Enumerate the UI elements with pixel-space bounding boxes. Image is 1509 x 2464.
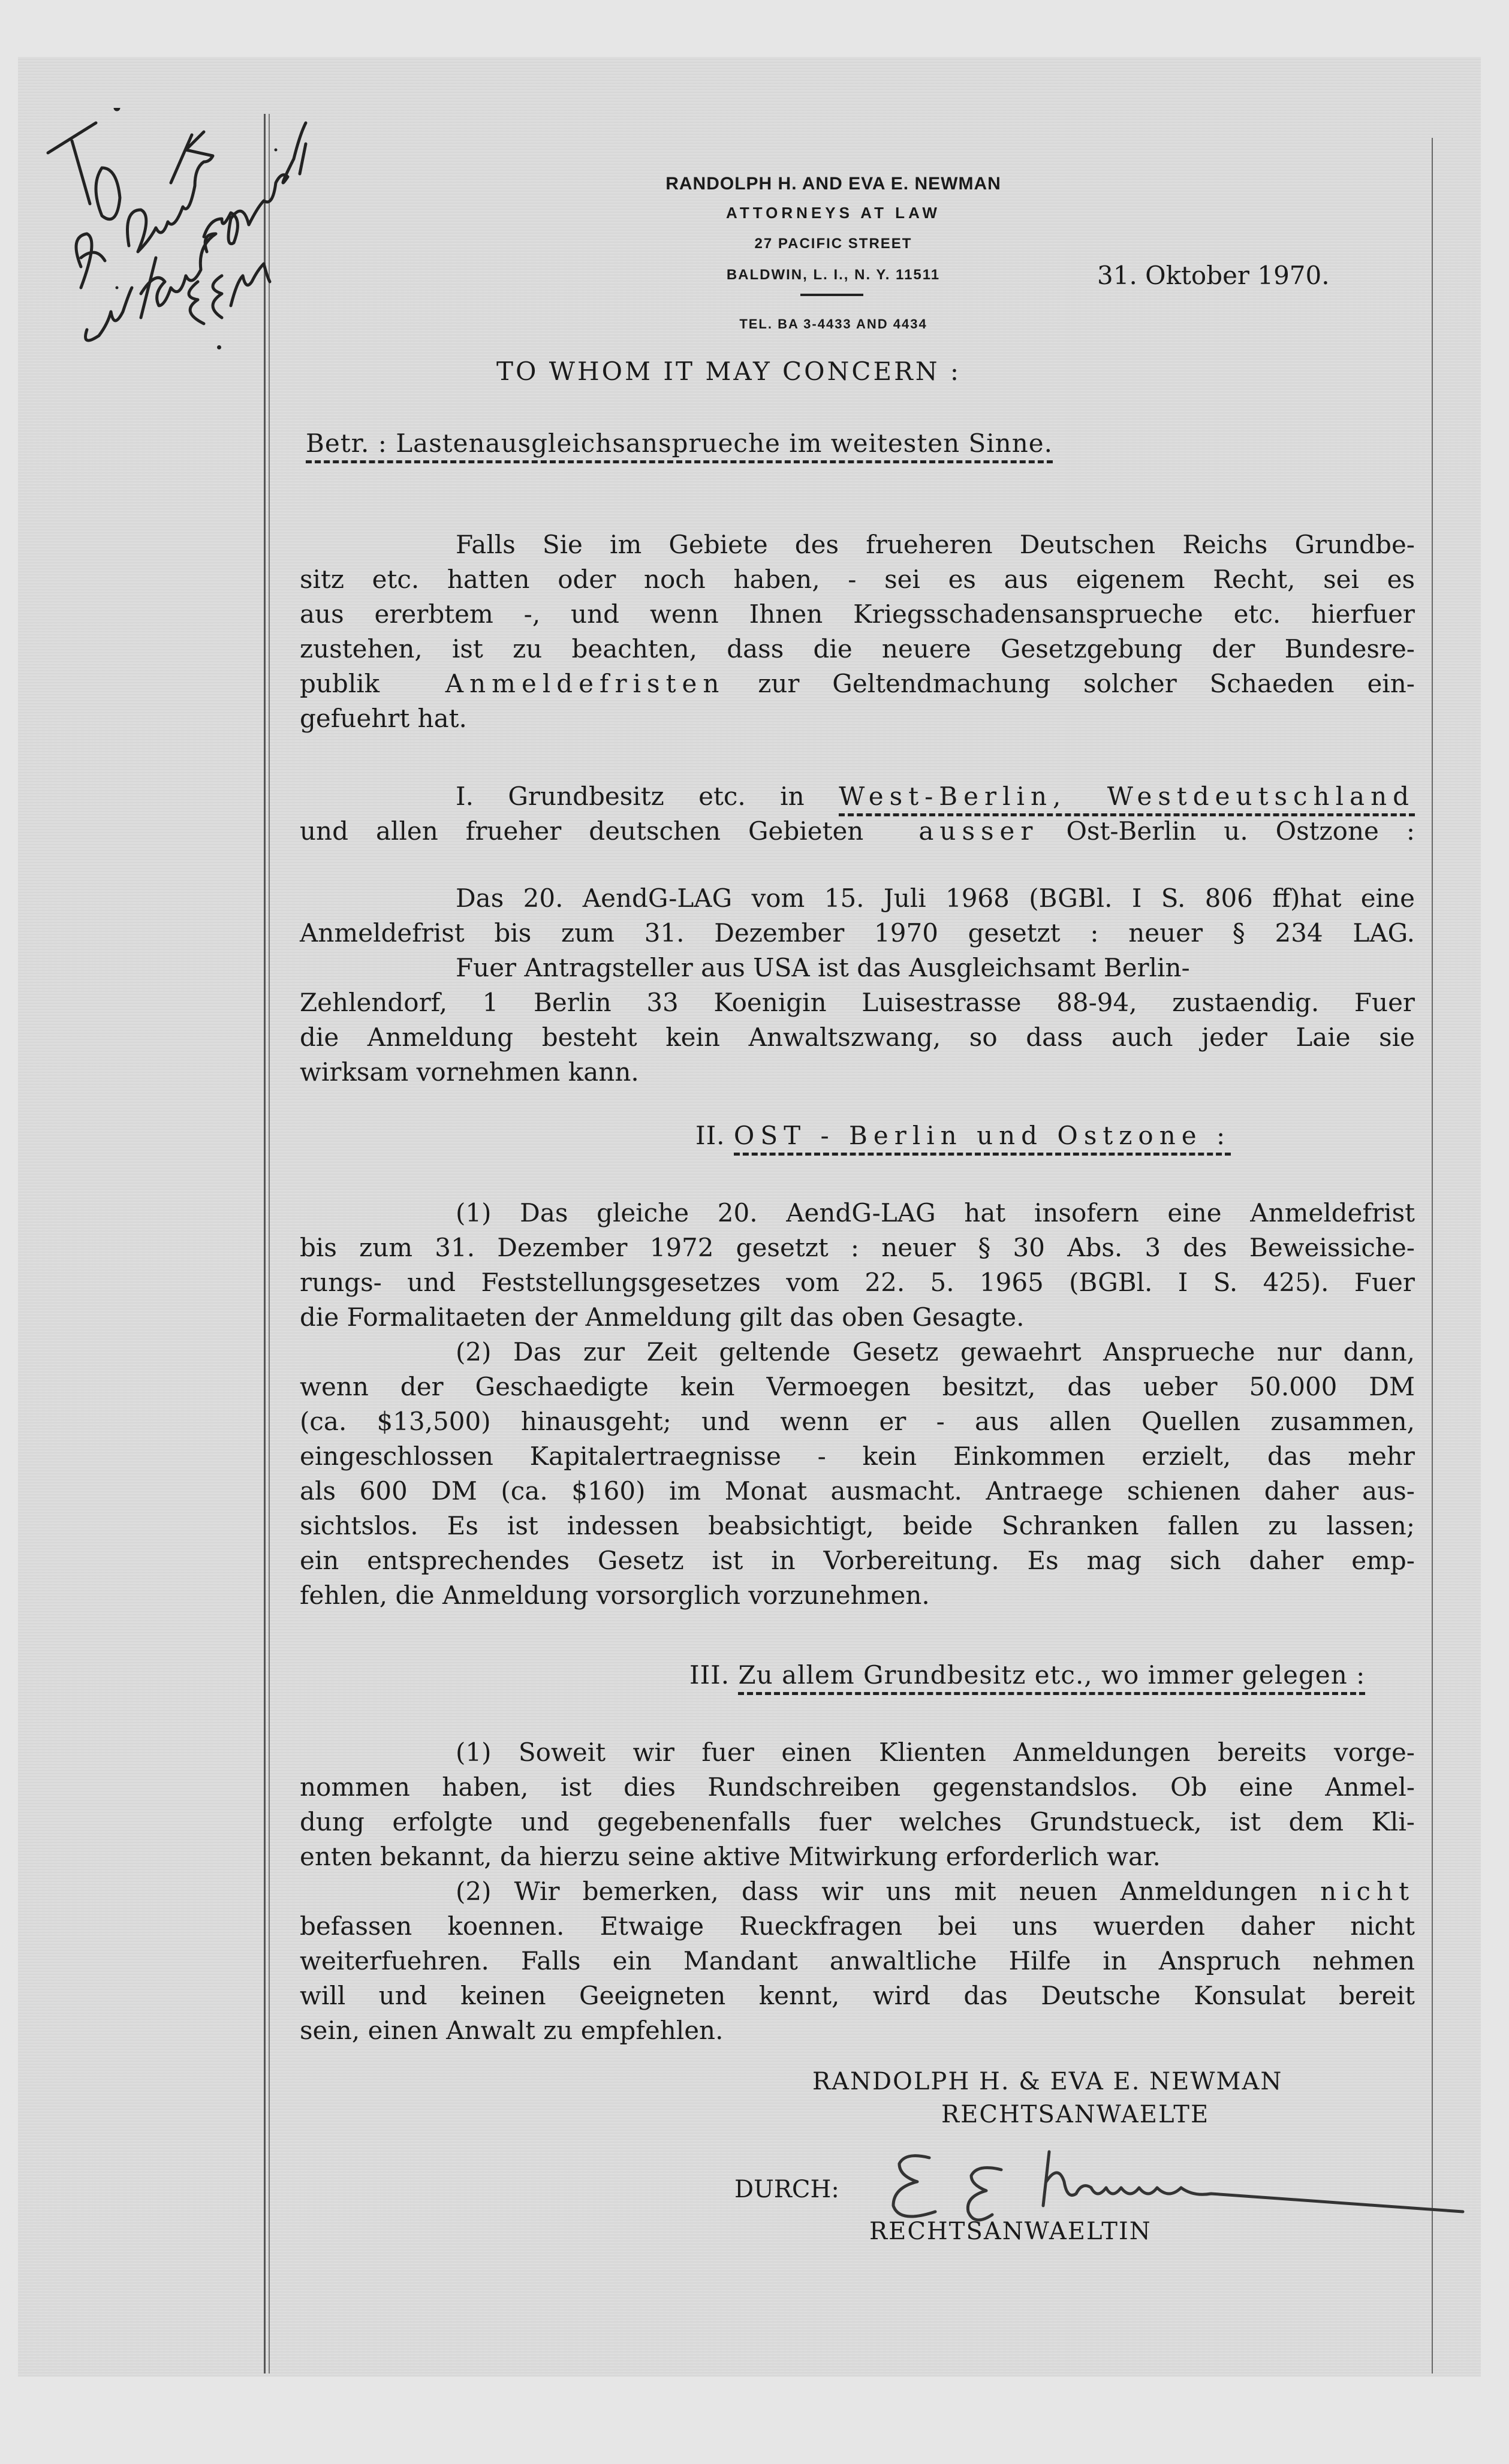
text-line: weiterfuehren. Falls ein Mandant anwaltliche Hilfe in Anspruch nehmen xyxy=(300,1946,1415,1976)
text-line: Zehlendorf, 1 Berlin 33 Koenigin Luisestrasse 88-94, zustaendig. Fuer xyxy=(300,988,1415,1017)
handwritten-signature xyxy=(881,2146,1469,2224)
text-line: wenn der Geschaedigte kein Vermoegen besitzt, das ueber 50.000 DM xyxy=(300,1372,1415,1401)
subject-line: Betr. : Lastenausgleichsansprueche im weitesten Sinne. xyxy=(306,429,1053,463)
text-line: rungs- und Feststellungsgesetzes vom 22. 5. 1965 (BGBl. I S. 425). Fuer xyxy=(300,1268,1415,1297)
text-line: bis zum 31. Dezember 1972 gesetzt : neuer § 30 Abs. 3 des Beweissiche- xyxy=(300,1233,1415,1262)
letterhead-city: BALDWIN, L. I., N. Y. 11511 xyxy=(726,267,941,283)
text-line: wirksam vornehmen kann. xyxy=(300,1057,639,1087)
text-line: gefuehrt hat. xyxy=(300,704,467,733)
letterhead-firm: RANDOLPH H. AND EVA E. NEWMAN xyxy=(665,174,1001,194)
text-fragment: publik xyxy=(300,669,380,698)
heading-line xyxy=(300,779,1415,814)
closing-title-singular: RECHTSANWAELTIN xyxy=(869,2218,1152,2245)
text-line: Das 20. AendG-LAG vom 15. Juli 1968 (BGBl. I S. 806 ff)hat eine xyxy=(456,883,1415,913)
text-line xyxy=(300,1874,1415,1909)
text-line: (2) Das zur Zeit geltende Gesetz gewaehrt Ansprueche nur dann, xyxy=(456,1337,1415,1367)
closing-title-plural: RECHTSANWAELTE xyxy=(941,2101,1210,2128)
left-margin-rule-inner xyxy=(269,114,270,2373)
letter-date: 31. Oktober 1970. xyxy=(1097,261,1330,290)
text-line: zustehen, ist zu beachten, dass die neuere Gesetzgebung der Bundesre- xyxy=(300,634,1415,663)
text-line: dung erfolgte und gegebenenfalls fuer welches Grundstueck, ist dem Kli- xyxy=(300,1807,1415,1836)
text-fragment: zur Geltendmachung solcher Schaeden ein- xyxy=(758,669,1415,698)
heading-underlined: OST - Berlin und Ostzone : xyxy=(734,1121,1231,1156)
heading-underlined: West-Berlin, Westdeutschland xyxy=(839,782,1415,816)
heading-fragment: und allen frueher deutschen Gebieten xyxy=(300,816,864,846)
text-line: aus ererbtem -, und wenn Ihnen Kriegsschadensansprueche etc. hierfuer xyxy=(300,599,1415,629)
text-line: sichtslos. Es ist indessen beabsichtigt, beide Schranken fallen zu lassen; xyxy=(300,1511,1415,1540)
text-line: will und keinen Geeigneten kennt, wird das Deutsche Konsulat bereit xyxy=(300,1981,1415,2010)
text-line xyxy=(300,666,1415,701)
text-fragment: (2) Wir bemerken, dass wir uns mit neuen Anmeldungen xyxy=(456,1877,1297,1906)
intro-paragraph xyxy=(300,527,1415,736)
closing-firm: RANDOLPH H. & EVA E. NEWMAN xyxy=(812,2068,1283,2095)
right-margin-rule xyxy=(1432,138,1433,2373)
letterhead-street: 27 PACIFIC STREET xyxy=(754,236,912,252)
salutation: TO WHOM IT MAY CONCERN : xyxy=(496,357,962,386)
letterhead-divider xyxy=(800,294,863,296)
section-2-heading xyxy=(695,1121,1231,1150)
text-line: sitz etc. hatten oder noch haben, - sei es aus eigenem Recht, sei es xyxy=(300,565,1415,594)
left-margin-rule xyxy=(264,114,266,2373)
heading-prefix: III. xyxy=(689,1660,730,1690)
emphasized-term: nicht xyxy=(1320,1877,1415,1906)
margin-dot xyxy=(217,345,221,349)
text-line: die Formalitaeten der Anmeldung gilt das oben Gesagte. xyxy=(300,1302,1025,1332)
text-line: (1) Soweit wir fuer einen Klienten Anmeldungen bereits vorge- xyxy=(456,1738,1415,1767)
letterhead-profession: ATTORNEYS AT LAW xyxy=(726,204,941,222)
heading-prefix: II. xyxy=(695,1121,725,1150)
heading-line xyxy=(300,814,1415,849)
text-line: die Anmeldung besteht kein Anwaltszwang, so dass auch jeder Laie sie xyxy=(300,1023,1415,1052)
closing-by-label: DURCH: xyxy=(734,2176,839,2203)
text-line: als 600 DM (ca. $160) im Monat ausmacht. Antraege schienen daher aus- xyxy=(300,1476,1415,1506)
section-3-body xyxy=(300,1735,1415,2048)
text-line: befassen koennen. Etwaige Rueckfragen bei uns wuerden daher nicht xyxy=(300,1911,1415,1941)
text-line: fehlen, die Anmeldung vorsorglich vorzunehmen. xyxy=(300,1581,930,1610)
text-line: (1) Das gleiche 20. AendG-LAG hat insofern eine Anmeldefrist xyxy=(456,1198,1415,1228)
heading-fragment: Ost-Berlin u. Ostzone : xyxy=(1066,816,1415,846)
emphasized-term: Anmeldefristen xyxy=(445,669,725,698)
text-line: sein, einen Anwalt zu empfehlen. xyxy=(300,2016,724,2045)
text-line: Anmeldefrist bis zum 31. Dezember 1970 gesetzt : neuer § 234 LAG. xyxy=(300,918,1415,948)
handwritten-dedication xyxy=(24,108,444,384)
section-3-heading xyxy=(689,1660,1365,1690)
heading-underlined: Zu allem Grundbesitz etc., wo immer gelegen : xyxy=(738,1660,1365,1695)
text-line: (ca. $13,500) hinausgeht; und wenn er - aus allen Quellen zusammen, xyxy=(300,1407,1415,1436)
text-line: nommen haben, ist dies Rundschreiben gegenstandslos. Ob eine Anmel- xyxy=(300,1772,1415,1802)
text-line: Fuer Antragsteller aus USA ist das Ausgleichsamt Berlin- xyxy=(456,953,1190,982)
text-line: Falls Sie im Gebiete des frueheren Deutschen Reichs Grundbe- xyxy=(456,530,1415,559)
text-line: eingeschlossen Kapitalertraegnisse - kein Einkommen erzielt, das mehr xyxy=(300,1441,1415,1471)
section-1-heading xyxy=(300,779,1415,849)
letterhead-phone: TEL. BA 3-4433 AND 4434 xyxy=(739,316,927,331)
heading-prefix: I. Grundbesitz etc. in xyxy=(456,782,805,811)
emphasized-term: ausser xyxy=(918,816,1039,846)
section-1-body xyxy=(300,881,1415,1090)
section-2-body xyxy=(300,1196,1415,1613)
text-line: ein entsprechendes Gesetz ist in Vorbereitung. Es mag sich daher emp- xyxy=(300,1546,1415,1575)
text-line: enten bekannt, da hierzu seine aktive Mitwirkung erforderlich war. xyxy=(300,1842,1161,1871)
